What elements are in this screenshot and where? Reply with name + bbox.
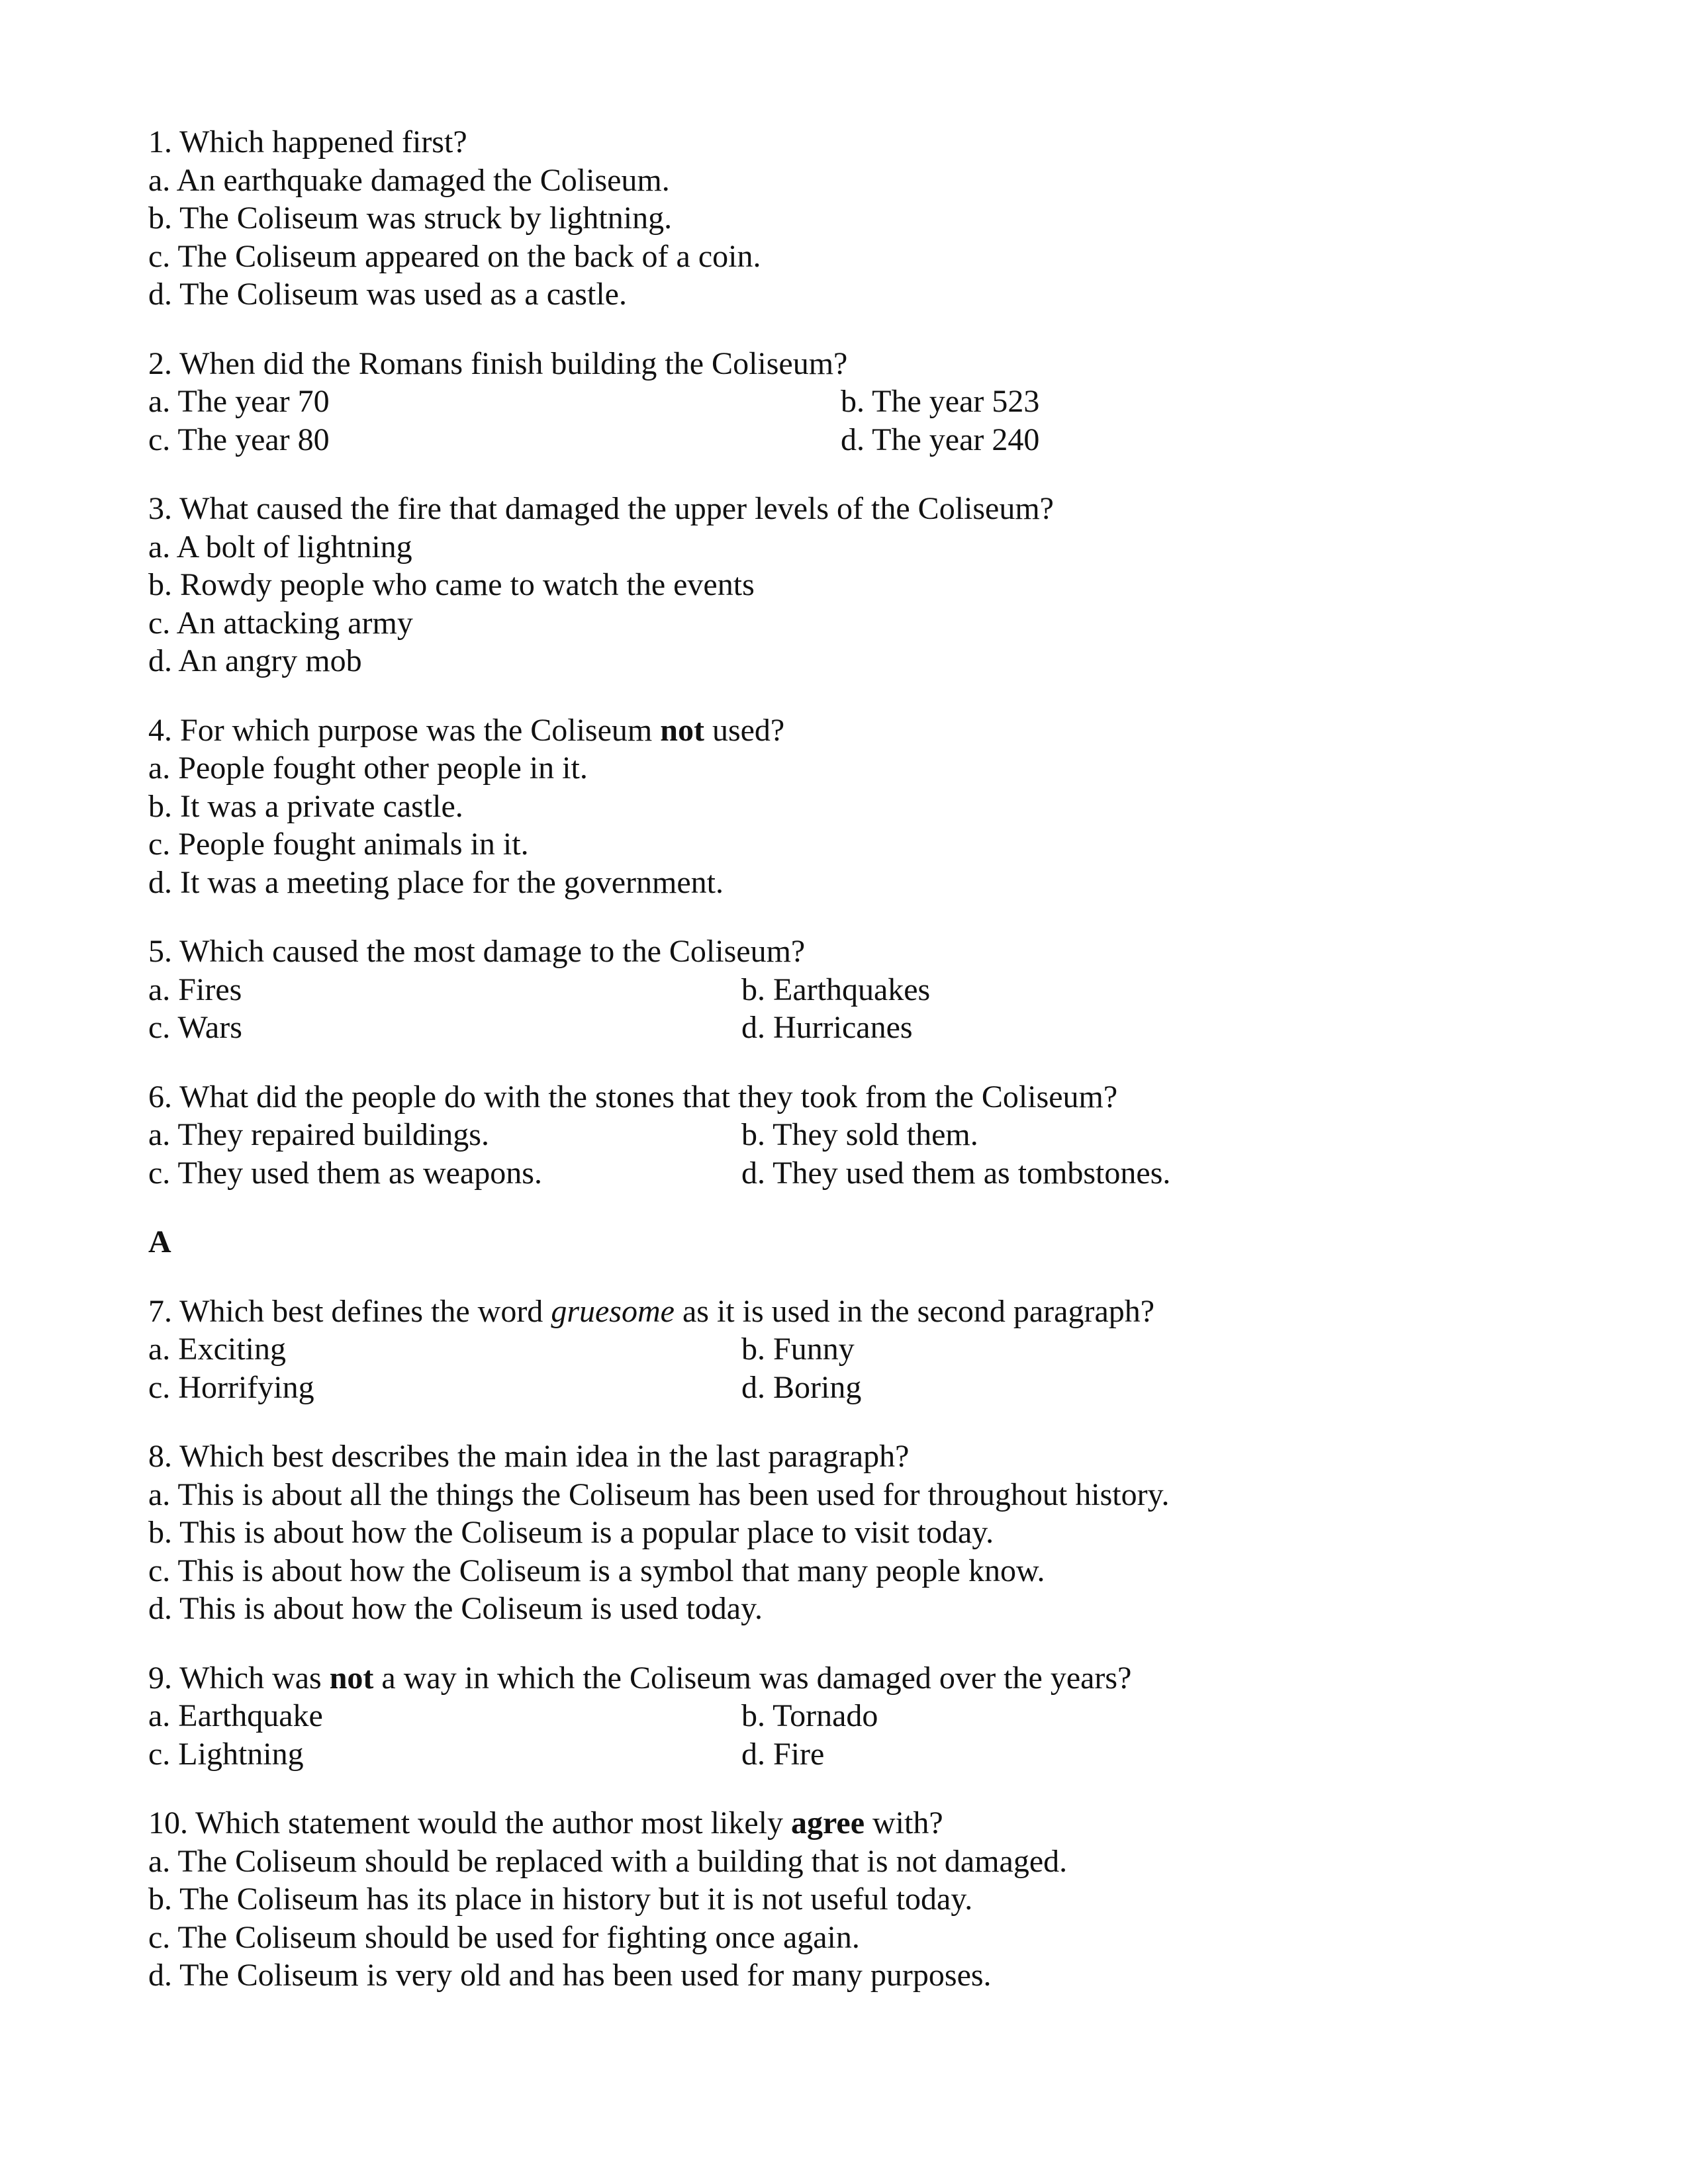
- answer-option: c. They used them as weapons.: [148, 1155, 542, 1191]
- answer-option: d. They used them as tombstones.: [741, 1155, 1171, 1191]
- answer-row: [148, 1369, 1538, 1407]
- question-emphasis: not: [660, 712, 704, 748]
- question-number: 7.: [148, 1293, 172, 1329]
- question-number: 8.: [148, 1439, 172, 1474]
- section-label: A: [148, 1224, 171, 1259]
- answer-row: [148, 1009, 1538, 1047]
- question-1-stem: [148, 123, 1538, 161]
- answer-option: d. The Coliseum was used as a castle.: [148, 277, 627, 312]
- answer-option: d. Fire: [741, 1736, 825, 1772]
- question-text-before: Which statement would the author most likely: [195, 1805, 791, 1841]
- answer-option: c. People fought animals in it.: [148, 827, 529, 862]
- question-5-stem: [148, 933, 1538, 971]
- answer-row: [148, 1697, 1538, 1735]
- question-8-stem: [148, 1437, 1538, 1476]
- answer-option: b. It was a private castle.: [148, 788, 463, 824]
- answer-option: a. Earthquake: [148, 1698, 323, 1733]
- answer-row: [148, 1116, 1538, 1154]
- question-text: Which happened first?: [179, 124, 467, 159]
- question-2: [148, 345, 1538, 459]
- answer-option: d. This is about how the Coliseum is used today.: [148, 1591, 763, 1626]
- question-number: 3.: [148, 491, 172, 526]
- answer-option: b. The Coliseum was struck by lightning.: [148, 201, 673, 236]
- answer-option: b. They sold them.: [741, 1117, 978, 1152]
- answer-option: c. Lightning: [148, 1736, 304, 1772]
- question-text-before: Which best defines the word: [179, 1293, 551, 1329]
- question-text-before: For which purpose was the Coliseum: [180, 712, 661, 748]
- answer-option: b. The year 523: [841, 384, 1040, 419]
- question-number: 5.: [148, 934, 172, 969]
- answer-option: c. The Coliseum should be used for fighting once again.: [148, 1919, 860, 1955]
- answer-option: c. The year 80: [148, 422, 330, 457]
- question-5: [148, 933, 1538, 1047]
- question-1: [148, 123, 1538, 314]
- answer-row: [148, 1154, 1538, 1193]
- question-4-stem: [148, 711, 1538, 750]
- answer-option: b. This is about how the Coliseum is a popular place to visit today.: [148, 1515, 994, 1550]
- answer-option: a. Exciting: [148, 1332, 286, 1367]
- quiz-page: [148, 123, 1538, 2026]
- answer-option: d. The year 240: [841, 422, 1040, 457]
- question-9: [148, 1659, 1538, 1774]
- answer-option: b. Rowdy people who came to watch the events: [148, 567, 755, 602]
- answer-option: b. Earthquakes: [741, 972, 931, 1007]
- answer-row: [148, 421, 1538, 459]
- question-7: [148, 1293, 1538, 1407]
- question-number: 1.: [148, 124, 172, 159]
- answer-option: a. The year 70: [148, 384, 330, 419]
- question-3: [148, 490, 1538, 680]
- question-text: When did the Romans finish building the Coliseum?: [179, 345, 848, 381]
- question-text-after: as it is used in the second paragraph?: [674, 1293, 1155, 1329]
- answer-option: d. The Coliseum is very old and has been used for many purposes.: [148, 1958, 992, 1993]
- question-text-after: with?: [865, 1805, 943, 1841]
- question-number: 6.: [148, 1079, 172, 1115]
- answer-option: b. Tornado: [741, 1698, 878, 1733]
- answer-option: a. They repaired buildings.: [148, 1117, 489, 1152]
- answer-option: d. An angry mob: [148, 643, 362, 678]
- question-emphasis: not: [329, 1660, 374, 1696]
- question-10-stem: [148, 1804, 1538, 1843]
- question-6: [148, 1078, 1538, 1193]
- question-emphasis: gruesome: [551, 1293, 675, 1329]
- answer-option: a. A bolt of lightning: [148, 529, 412, 565]
- question-6-stem: [148, 1078, 1538, 1116]
- answer-option: c. This is about how the Coliseum is a symbol that many people know.: [148, 1553, 1045, 1588]
- answer-option: c. Wars: [148, 1010, 242, 1045]
- answer-option: d. Hurricanes: [741, 1010, 913, 1045]
- question-number: 9.: [148, 1660, 172, 1696]
- question-7-stem: [148, 1293, 1538, 1331]
- question-9-stem: [148, 1659, 1538, 1698]
- answer-option: d. It was a meeting place for the government.: [148, 864, 724, 900]
- answer-option: c. Horrifying: [148, 1369, 314, 1405]
- answer-option: d. Boring: [741, 1369, 862, 1405]
- answer-option: a. The Coliseum should be replaced with a building that is not damaged.: [148, 1843, 1068, 1879]
- question-3-stem: [148, 490, 1538, 528]
- answer-option: a. People fought other people in it.: [148, 751, 588, 786]
- question-number: 2.: [148, 345, 172, 381]
- question-number: 10.: [148, 1805, 188, 1841]
- question-10: [148, 1804, 1538, 1995]
- question-4: [148, 711, 1538, 902]
- question-text: Which caused the most damage to the Coliseum?: [179, 934, 806, 969]
- answer-option: c. The Coliseum appeared on the back of a coin.: [148, 238, 761, 274]
- answer-row: [148, 1330, 1538, 1369]
- question-emphasis: agree: [790, 1805, 865, 1841]
- question-8: [148, 1437, 1538, 1628]
- question-number: 4.: [148, 712, 172, 748]
- answer-row: [148, 383, 1538, 421]
- answer-option: c. An attacking army: [148, 605, 413, 641]
- answer-row: [148, 1735, 1538, 1774]
- answer-option: b. Funny: [741, 1332, 855, 1367]
- answer-option: a. Fires: [148, 972, 242, 1007]
- question-text-before: Which was: [179, 1660, 330, 1696]
- question-text: What did the people do with the stones that they took from the Coliseum?: [179, 1079, 1118, 1115]
- question-2-stem: [148, 345, 1538, 383]
- answer-option: a. This is about all the things the Coliseum has been used for throughout history.: [148, 1477, 1170, 1512]
- question-text: What caused the fire that damaged the upper levels of the Coliseum?: [179, 491, 1054, 526]
- question-text: Which best describes the main idea in the last paragraph?: [179, 1439, 910, 1474]
- answer-option: b. The Coliseum has its place in history but it is not useful today.: [148, 1882, 973, 1917]
- answer-option: a. An earthquake damaged the Coliseum.: [148, 162, 670, 198]
- question-text-after: used?: [704, 712, 785, 748]
- question-text-after: a way in which the Coliseum was damaged over the years?: [373, 1660, 1132, 1696]
- answer-row: [148, 971, 1538, 1009]
